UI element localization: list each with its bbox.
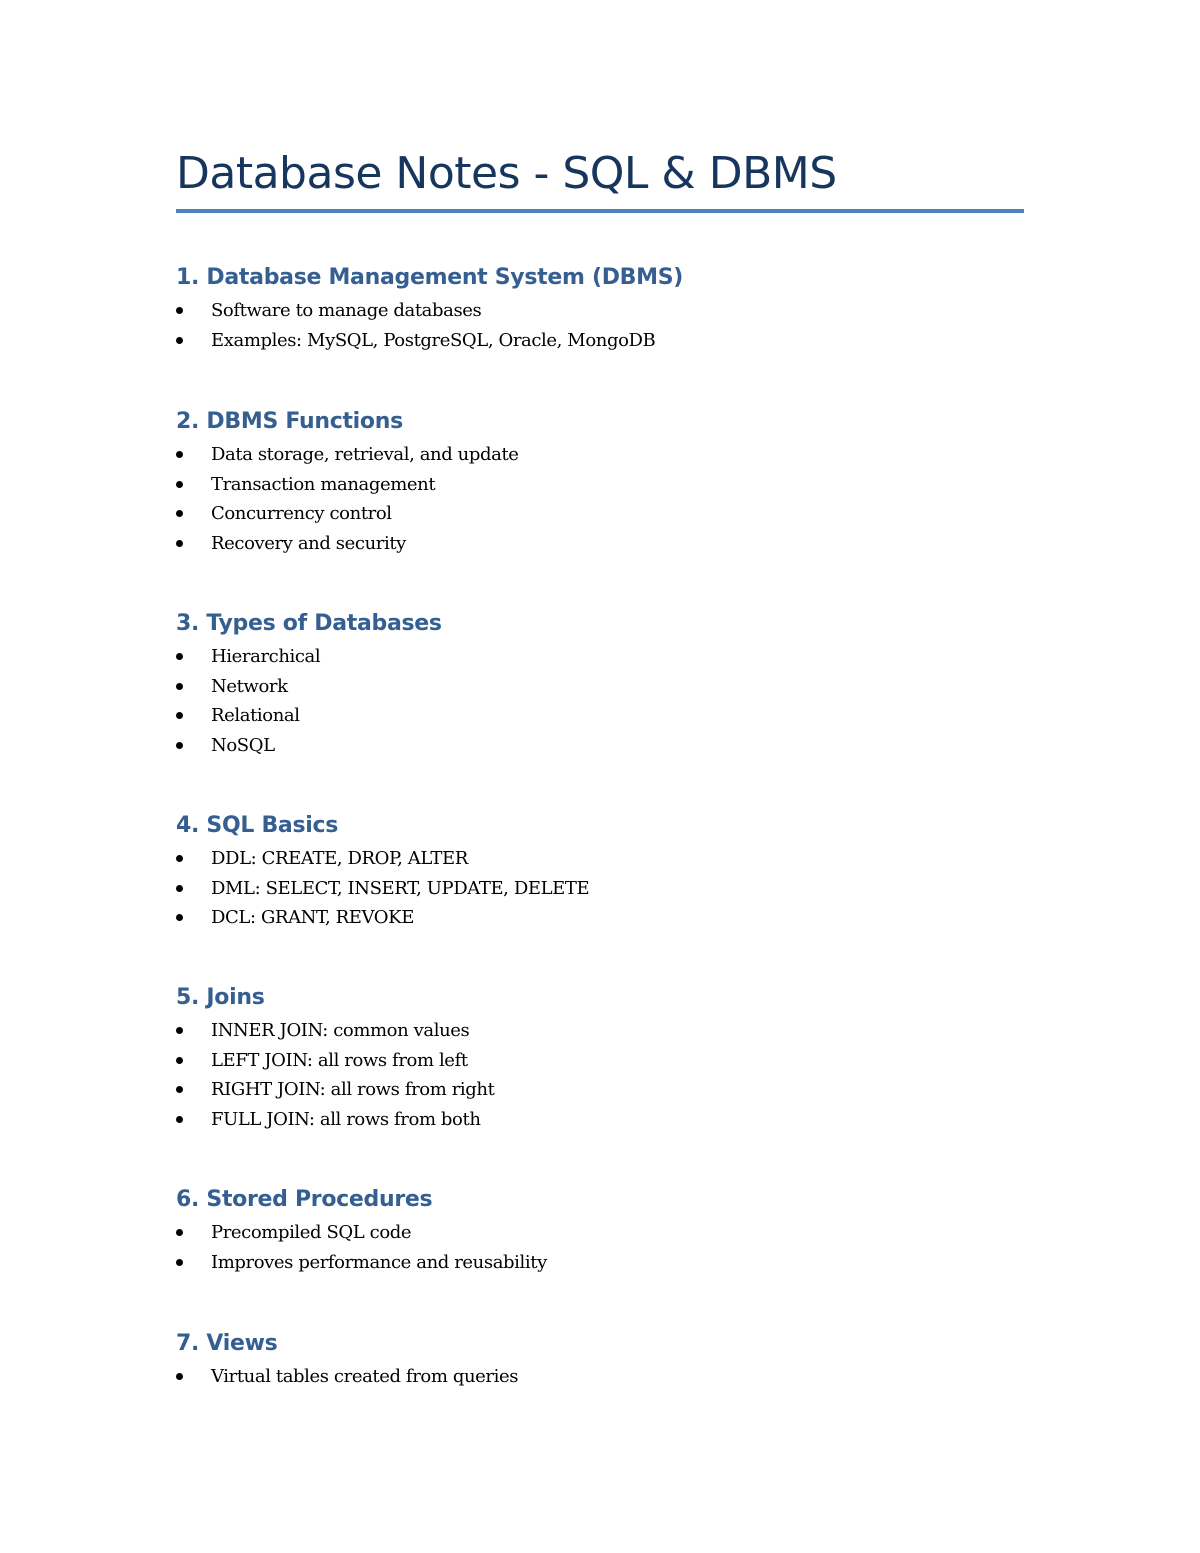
list-item-text: Relational (211, 705, 300, 726)
bullet-icon (176, 1229, 183, 1236)
list-item (176, 1248, 1024, 1278)
list-item-text: INNER JOIN: common values (211, 1020, 470, 1041)
list-item (176, 874, 1024, 904)
list-item-text: Examples: MySQL, PostgreSQL, Oracle, MongoDB (211, 329, 656, 351)
bullet-icon (176, 510, 183, 517)
section-heading: 1. Database Management System (DBMS) (176, 265, 684, 290)
list-item-text: DCL: GRANT, REVOKE (211, 907, 414, 928)
bullet-icon (176, 885, 183, 892)
list-item-text: Transaction management (211, 473, 436, 495)
list-item-text: Hierarchical (211, 646, 321, 667)
bullet-icon (176, 1057, 183, 1064)
bullet-list (176, 1016, 1024, 1134)
list-item (176, 1218, 1024, 1248)
section-heading: 6. Stored Procedures (176, 1187, 433, 1212)
bullet-list (176, 440, 1024, 558)
section-types-of-databases (176, 608, 1024, 760)
list-item (176, 440, 1024, 470)
bullet-icon (176, 1116, 183, 1123)
list-item-text: RIGHT JOIN: all rows from right (211, 1079, 495, 1100)
list-item-text: Precompiled SQL code (211, 1222, 412, 1243)
bullet-list (176, 296, 1024, 355)
bullet-icon (176, 742, 183, 749)
bullet-icon (176, 540, 183, 547)
bullet-list (176, 1362, 1024, 1392)
bullet-icon (176, 1259, 183, 1266)
list-item-text: DDL: CREATE, DROP, ALTER (211, 848, 468, 869)
list-item (176, 672, 1024, 702)
list-item (176, 903, 1024, 933)
list-item-text: Improves performance and reusability (211, 1251, 547, 1273)
bullet-icon (176, 1027, 183, 1034)
title-underline (176, 209, 1024, 213)
list-item (176, 1075, 1024, 1105)
section-dbms-functions (176, 406, 1024, 558)
list-item-text: Software to manage databases (211, 300, 482, 321)
list-item-text: LEFT JOIN: all rows from left (211, 1049, 468, 1071)
list-item-text: Data storage, retrieval, and update (211, 444, 519, 465)
list-item (176, 1046, 1024, 1076)
list-item-text: DML: SELECT, INSERT, UPDATE, DELETE (211, 877, 590, 899)
list-item-text: Virtual tables created from queries (211, 1366, 519, 1387)
section-dbms (176, 262, 1024, 355)
bullet-list (176, 844, 1024, 933)
section-stored-procedures (176, 1184, 1024, 1277)
section-joins (176, 982, 1024, 1134)
bullet-icon (176, 683, 183, 690)
list-item (176, 470, 1024, 500)
bullet-icon (176, 855, 183, 862)
list-item-text: FULL JOIN: all rows from both (211, 1108, 481, 1130)
list-item (176, 1105, 1024, 1135)
bullet-icon (176, 451, 183, 458)
bullet-list (176, 1218, 1024, 1277)
list-item (176, 731, 1024, 761)
section-heading: 2. DBMS Functions (176, 409, 403, 434)
section-heading: 7. Views (176, 1331, 278, 1356)
section-heading: 5. Joins (176, 985, 265, 1010)
list-item (176, 844, 1024, 874)
list-item (176, 1362, 1024, 1392)
bullet-icon (176, 307, 183, 314)
bullet-icon (176, 914, 183, 921)
bullet-icon (176, 337, 183, 344)
bullet-icon (176, 712, 183, 719)
list-item-text: NoSQL (211, 734, 275, 756)
section-heading: 4. SQL Basics (176, 813, 339, 838)
section-sql-basics (176, 810, 1024, 933)
list-item (176, 1016, 1024, 1046)
bullet-icon (176, 653, 183, 660)
list-item-text: Network (211, 675, 288, 697)
section-views (176, 1328, 1024, 1392)
list-item-text: Recovery and security (211, 532, 406, 554)
list-item (176, 499, 1024, 529)
list-item (176, 701, 1024, 731)
bullet-icon (176, 1373, 183, 1380)
list-item-text: Concurrency control (211, 503, 392, 524)
bullet-icon (176, 481, 183, 488)
list-item (176, 296, 1024, 326)
list-item (176, 326, 1024, 356)
list-item (176, 529, 1024, 559)
bullet-icon (176, 1086, 183, 1093)
bullet-list (176, 642, 1024, 760)
section-heading: 3. Types of Databases (176, 611, 442, 636)
page-title: Database Notes - SQL & DBMS (176, 148, 837, 199)
list-item (176, 642, 1024, 672)
